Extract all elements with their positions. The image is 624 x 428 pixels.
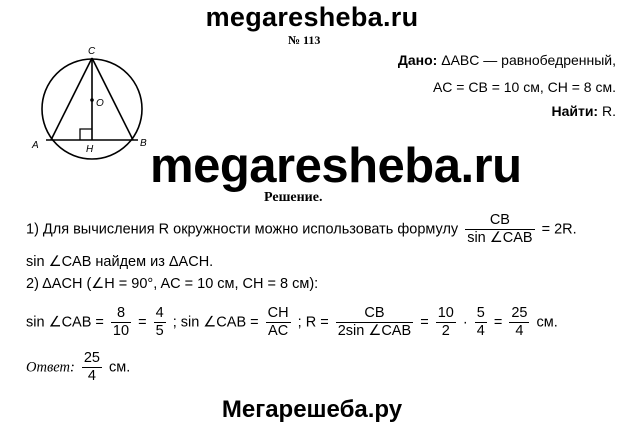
frac-8-10 [111, 305, 131, 340]
label-a: A [32, 140, 39, 151]
given-label: Дано: [397, 52, 438, 68]
equals-sign: = [420, 314, 429, 331]
frac-num: 8 [111, 305, 131, 323]
frac-den: 5 [155, 323, 164, 339]
answer-unit: см. [109, 359, 131, 376]
calc-line [26, 305, 558, 340]
frac-den: 4 [476, 323, 485, 339]
find-label: Найти: [551, 103, 599, 119]
step1b-line: sin ∠CAB найдем из ΔACH. [26, 254, 214, 270]
r-label: ; R = [297, 314, 329, 331]
frac-num: 10 [437, 305, 454, 321]
solution-heading: Решение. [264, 190, 323, 205]
unit: см. [536, 314, 558, 331]
frac-4-5 [154, 305, 166, 340]
frac-num: 4 [155, 305, 164, 321]
frac-den: AC [268, 323, 289, 339]
triangle-circle-figure [28, 44, 158, 164]
given-line-1 [398, 52, 616, 68]
answer-num: 25 [83, 350, 100, 366]
find-line [551, 103, 616, 119]
equals-sign: = [138, 314, 147, 331]
frac-den: 10 [112, 323, 130, 339]
label-h: H [86, 144, 94, 155]
frac-den: 2 [441, 323, 450, 339]
label-b: B [140, 138, 147, 149]
step2-line: 2) ΔACH (∠H = 90°, AC = 10 см, CH = 8 см): [26, 276, 319, 292]
frac-num: CH [267, 305, 289, 321]
answer-den: 4 [87, 368, 96, 384]
watermark-top: megaresheba.ru [205, 2, 419, 32]
frac-10-2 [436, 305, 456, 340]
equals-sign: = [493, 314, 503, 331]
frac-den: 2sin ∠CAB [337, 323, 412, 339]
label-c: C [88, 46, 96, 57]
frac-num: 25 [511, 305, 528, 321]
problem-number: № 113 [288, 33, 321, 47]
frac-cb-2sin [336, 305, 413, 340]
step1-result: = 2R. [541, 221, 577, 238]
watermark-middle: megaresheba.ru [150, 139, 522, 193]
center-point [90, 98, 94, 102]
frac-num: 5 [476, 305, 485, 321]
frac-5-4 [475, 305, 487, 340]
find-value: R. [602, 103, 616, 119]
side-ca [51, 58, 92, 140]
frac-ch-ac [266, 305, 291, 340]
given-line-2: AC = CB = 10 см, CH = 8 см. [432, 79, 616, 95]
right-angle-mark [80, 129, 92, 140]
step1-fraction [465, 212, 534, 247]
step1-frac-den: sin ∠CAB [467, 230, 533, 246]
given-text-1: ΔABC — равнобедренный, [441, 52, 616, 68]
step1-text: 1) Для вычисления R окружности можно использовать формулу [26, 221, 459, 238]
step1-frac-num: CB [465, 212, 534, 230]
frac-num: CB [336, 305, 413, 323]
multiply-dot: · [462, 314, 468, 331]
frac-den: 4 [515, 323, 524, 339]
answer-line [26, 350, 130, 385]
frac-25-4 [509, 305, 529, 340]
answer-label: Ответ: [26, 359, 75, 376]
sin-label-2: ; sin ∠CAB = [172, 314, 259, 331]
step1-line [26, 212, 577, 247]
sin-label: sin ∠CAB = [26, 314, 104, 331]
watermark-bottom: Мегарешеба.ру [221, 396, 403, 423]
answer-fraction [82, 350, 102, 385]
label-o: O [96, 98, 104, 109]
